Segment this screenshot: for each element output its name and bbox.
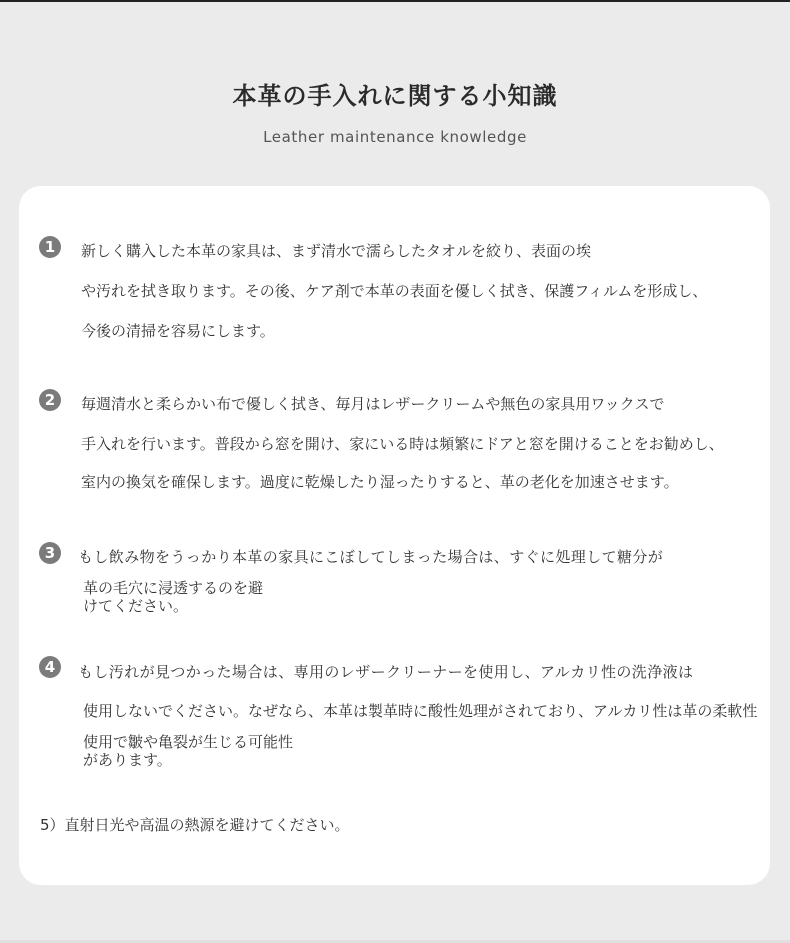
tip-3-line-2: 革の毛穴に浸透するのを避 [83, 579, 264, 597]
tip-2-line-2: 手入れを行います。普段から窓を開け、家にいる時は頻繁にドアと窓を開けることをお勧めし、 [81, 435, 724, 453]
content-card [19, 186, 770, 885]
tip-4-line-2: 使用しないでください。なぜなら、本革は製革時に酸性処理がされており、アルカリ性は革の柔軟性 [83, 702, 758, 720]
tip-1-line-2: や汚れを拭き取ります。その後、ケア剤で本革の表面を優しく拭き、保護フィルムを形成し、 [81, 282, 708, 300]
page-title: 本革の手入れに関する小知識 [232, 82, 558, 110]
tip-2-line-3: 室内の換気を確保します。過度に乾燥したり湿ったりすると、革の老化を加速させます。 [81, 473, 679, 491]
page-subtitle: Leather maintenance knowledge [263, 128, 527, 146]
tip-4-line-1: もし汚れが見つかった場合は、専用のレザークリーナーを使用し、アルカリ性の洗浄液は [78, 663, 694, 681]
top-border [0, 0, 790, 2]
tip-1-line-3: 今後の清掃を容易にします。 [81, 322, 275, 340]
number-badge-4: 4 [39, 656, 61, 678]
tip-3-line-1: もし飲み物をうっかり本革の家具にこぼしてしまった場合は、すぐに処理して糖分が [78, 548, 664, 566]
tip-2-line-1: 毎週清水と柔らかい布で優しく拭き、毎月はレザークリームや無色の家具用ワックスで [81, 395, 665, 413]
tip-3-line-3: けてください。 [83, 597, 189, 615]
tip-1-line-1: 新しく購入した本革の家具は、まず清水で濡らしたタオルを絞り、表面の埃 [81, 242, 592, 260]
tip-4-line-4: があります。 [83, 751, 172, 769]
number-badge-3: 3 [39, 542, 61, 564]
number-badge-1: 1 [39, 236, 61, 258]
tip-item-5: 5）直射日光や高温の熱源を避けてください。 [40, 816, 350, 834]
number-badge-2: 2 [39, 389, 61, 411]
tip-4-line-3: 使用で皺や亀裂が生じる可能性 [83, 733, 294, 751]
